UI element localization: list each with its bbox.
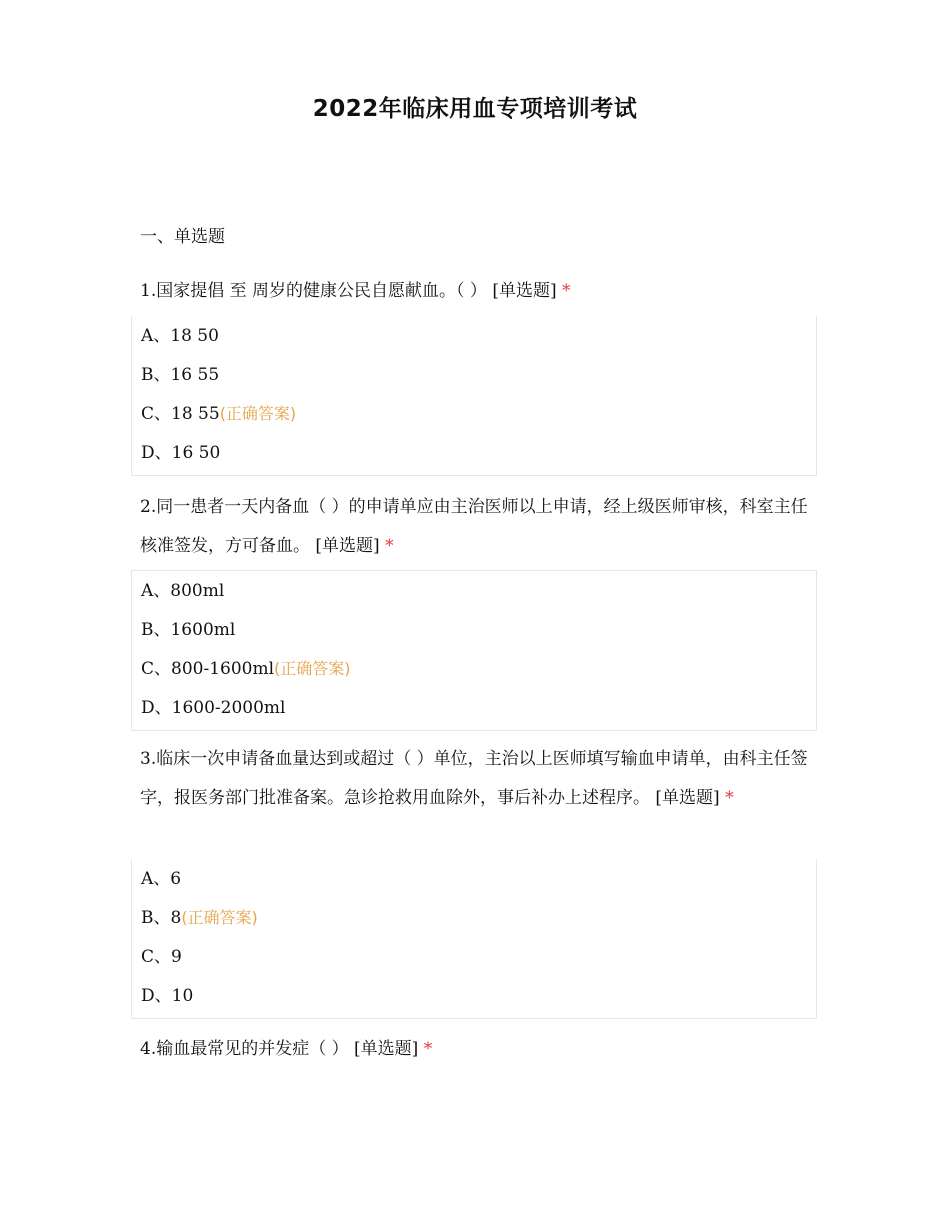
option-a: [132, 574, 816, 613]
option-label: C、800-1600ml: [141, 659, 275, 679]
required-mark: *: [385, 536, 394, 556]
option-label: B、16 55: [141, 365, 220, 385]
option-d: [132, 691, 816, 730]
option-d: [132, 436, 816, 475]
option-c: [132, 397, 816, 436]
correct-answer-tag: (正确答案): [274, 659, 351, 678]
required-mark: *: [423, 1039, 433, 1059]
option-a: [132, 862, 816, 901]
required-mark: *: [562, 281, 571, 301]
option-b: [132, 901, 816, 940]
option-c: [132, 652, 816, 691]
option-label: D、10: [141, 986, 194, 1006]
option-b: [132, 613, 816, 652]
question-text: 4.输血最常见的并发症（ ） [单选题]: [140, 1039, 419, 1059]
page-title: 2022年临床用血专项培训考试: [312, 96, 638, 122]
option-label: B、1600ml: [141, 620, 236, 640]
question-4: [140, 1030, 820, 1069]
option-label: A、6: [141, 869, 182, 889]
option-c: [132, 940, 816, 979]
question-text: 3.临床一次申请备血量达到或超过（ ）单位，主治以上医师填写输血申请单，由科主任签字，报医务部门批准备案。急诊抢救用血除外，事后补办上述程序。 [单选题]: [140, 749, 808, 808]
option-label: D、16 50: [141, 443, 221, 463]
question-1: [140, 272, 820, 311]
question-1-options: [131, 316, 817, 476]
option-a: [132, 319, 816, 358]
question-text: 2.同一患者一天内备血（ ）的申请单应由主治医师以上申请，经上级医师审核，科室主任核准签发，方可备血。 [单选题]: [140, 497, 808, 556]
option-label: B、8: [141, 908, 182, 928]
section-heading: 一、单选题: [140, 227, 225, 247]
correct-answer-tag: (正确答案): [219, 404, 297, 423]
option-label: C、9: [141, 947, 182, 967]
required-mark: *: [725, 788, 734, 808]
option-d: [132, 979, 816, 1018]
question-text: 1.国家提倡 至 周岁的健康公民自愿献血。（ ） [单选题]: [140, 281, 557, 301]
option-label: D、1600-2000ml: [141, 698, 286, 718]
question-2: [140, 488, 820, 566]
question-3: [140, 740, 820, 818]
correct-answer-tag: (正确答案): [181, 908, 258, 927]
option-label: C、18 55: [141, 404, 220, 424]
question-3-options: [131, 859, 817, 1019]
option-b: [132, 358, 816, 397]
question-2-options: [131, 570, 817, 731]
option-label: A、800ml: [141, 581, 225, 601]
option-label: A、18 50: [141, 326, 219, 346]
